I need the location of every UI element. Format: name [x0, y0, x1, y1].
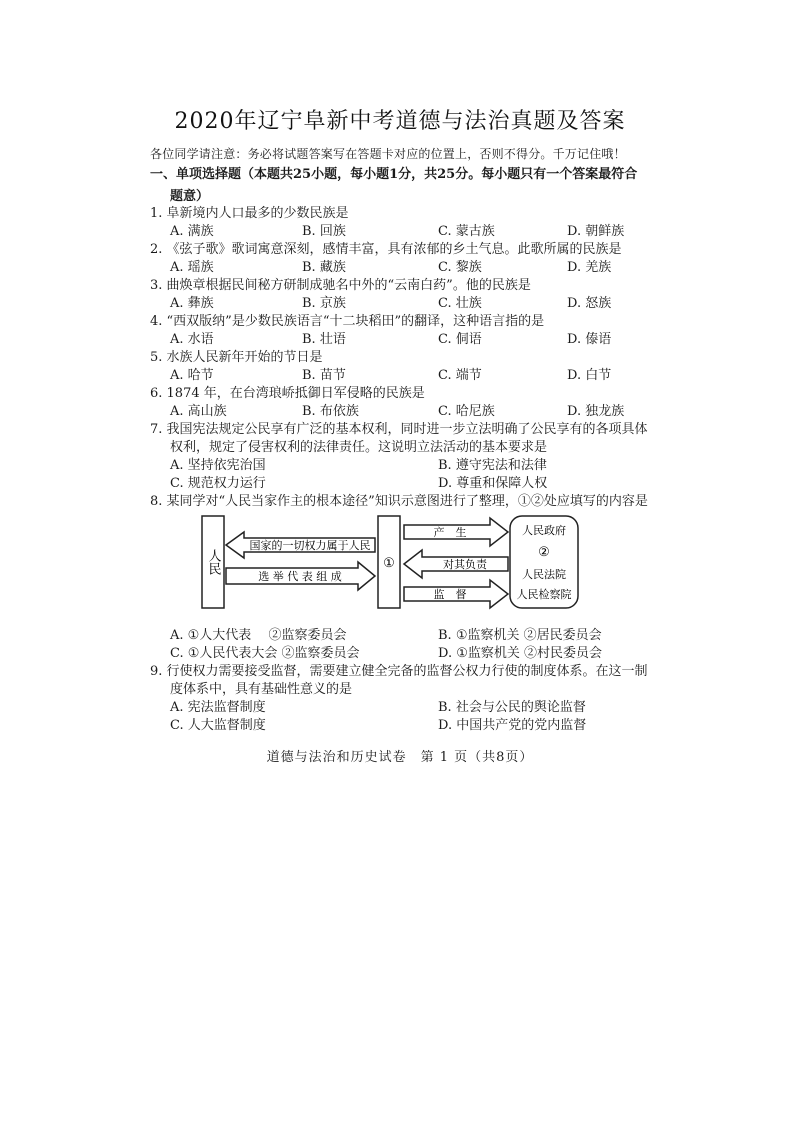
question-8-option-b: B. ①监察机关 ②居民委员会 — [438, 628, 602, 643]
question-3-stem: 3. 曲焕章根据民间秘方研制成驰名中外的“云南白药”。他的民族是 — [150, 278, 531, 293]
question-1-stem: 1. 阜新境内人口最多的少数民族是 — [150, 206, 349, 221]
question-9-option-a: A. 宪法监督制度 — [170, 700, 266, 715]
blank-2-label: ② — [538, 545, 550, 560]
question-6-option-b: B. 布依族 — [302, 404, 359, 419]
question-6-stem: 6. 1874 年，在台湾琅峤抵御日军侵略的民族是 — [150, 386, 425, 401]
supervise-label: 监 督 — [433, 588, 467, 601]
question-5-option-a: A. 哈节 — [170, 368, 214, 383]
question-1-option-d: D. 朝鲜族 — [567, 224, 625, 239]
question-3-option-d: D. 怒族 — [567, 296, 612, 311]
question-2-option-b: B. 藏族 — [302, 260, 346, 275]
question-4-option-b: B. 壮语 — [302, 332, 346, 347]
question-8-option-a: A. ①人大代表 ②监察委员会 — [170, 628, 347, 643]
question-3-option-b: B. 京族 — [302, 296, 346, 311]
question-9-stem-line2: 度体系中，具有基础性意义的是 — [170, 682, 353, 697]
question-9-option-b: B. 社会与公民的舆论监督 — [438, 700, 586, 715]
page-footer: 道德与法治和历史试卷 第 1 页（共8页） — [266, 750, 534, 765]
question-8-stem: 8. 某同学对“人民当家作主的根本途径”知识示意图进行了整理，①②处应填写的内容是 — [150, 494, 648, 509]
produce-label: 产 生 — [433, 526, 467, 539]
question-7-option-c: C. 规范权力运行 — [170, 476, 266, 491]
question-9-option-d: D. 中国共产党的党内监督 — [438, 718, 587, 733]
question-7-stem-line2: 权利，规定了侵害权利的法律责任。这说明立法活动的基本要求是 — [170, 440, 548, 455]
question-4-option-a: A. 水语 — [170, 332, 214, 347]
question-3-option-c: C. 壮族 — [438, 296, 482, 311]
gov-label: 人民政府 — [522, 524, 566, 537]
question-2-option-c: C. 黎族 — [438, 260, 482, 275]
question-2-option-d: D. 羌族 — [567, 260, 612, 275]
question-6-option-a: A. 高山族 — [170, 404, 227, 419]
question-5-option-b: B. 苗节 — [302, 368, 346, 383]
page-title: 2020年辽宁阜新中考道德与法治真题及答案 — [174, 109, 626, 134]
question-1-option-a: A. 满族 — [170, 224, 214, 239]
question-4-stem: 4. “西双版纳”是少数民族语言“十二块稻田”的翻译，这种语言指的是 — [150, 314, 545, 329]
responsible-label: 对其负责 — [443, 558, 487, 571]
power-arrow-label: 国家的一切权力属于人民 — [249, 539, 371, 552]
question-1-option-c: C. 蒙古族 — [438, 224, 495, 239]
question-7-option-a: A. 坚持依宪治国 — [170, 458, 266, 473]
question-5-option-c: C. 端节 — [438, 368, 482, 383]
section-heading-line2: 题意） — [170, 189, 210, 204]
question-7-stem-line1: 7. 我国宪法规定公民享有广泛的基本权利，同时进一步立法明确了公民享有的各项具体 — [150, 422, 648, 437]
election-arrow-label: 选 举 代 表 组 成 — [258, 570, 342, 583]
exam-notice: 各位同学请注意：务必将试题答案写在答题卡对应的位置上，否则不得分。千万记住哦！ — [150, 147, 626, 161]
question-8-option-c: C. ①人民代表大会 ②监察委员会 — [170, 646, 360, 661]
blank-1-label: ① — [383, 556, 395, 571]
knowledge-diagram — [0, 510, 800, 620]
question-5-option-d: D. 白节 — [567, 368, 612, 383]
procuratorate-label: 人民检察院 — [516, 588, 572, 601]
question-1-option-b: B. 回族 — [302, 224, 346, 239]
question-7-option-d: D. 尊重和保障人权 — [438, 476, 548, 491]
question-2-stem: 2. 《弦子歌》歌词寓意深刻，感情丰富，具有浓郁的乡土气息。此歌所属的民族是 — [150, 242, 622, 257]
question-5-stem: 5. 水族人民新年开始的节日是 — [150, 350, 323, 365]
section-heading — [150, 164, 650, 208]
court-label: 人民法院 — [522, 568, 566, 581]
question-9-stem-line1: 9. 行使权力需要接受监督，需要建立健全完备的监督公权力行使的制度体系。在这一制 — [150, 664, 648, 679]
section-heading-line1: 一、单项选择题（本题共25小题，每小题1分，共25分。每小题只有一个答案最符合 — [150, 167, 638, 182]
question-4-option-d: D. 傣语 — [567, 332, 612, 347]
question-7-option-b: B. 遵守宪法和法律 — [438, 458, 547, 473]
question-6-option-d: D. 独龙族 — [567, 404, 625, 419]
people-label: 人民 — [205, 549, 221, 575]
question-2-option-a: A. 瑶族 — [170, 260, 214, 275]
question-9-option-c: C. 人大监督制度 — [170, 718, 266, 733]
question-4-option-c: C. 侗语 — [438, 332, 482, 347]
question-3-option-a: A. 彝族 — [170, 296, 214, 311]
question-8-option-d: D. ①监察机关 ②村民委员会 — [438, 646, 603, 661]
question-6-option-c: C. 哈尼族 — [438, 404, 495, 419]
